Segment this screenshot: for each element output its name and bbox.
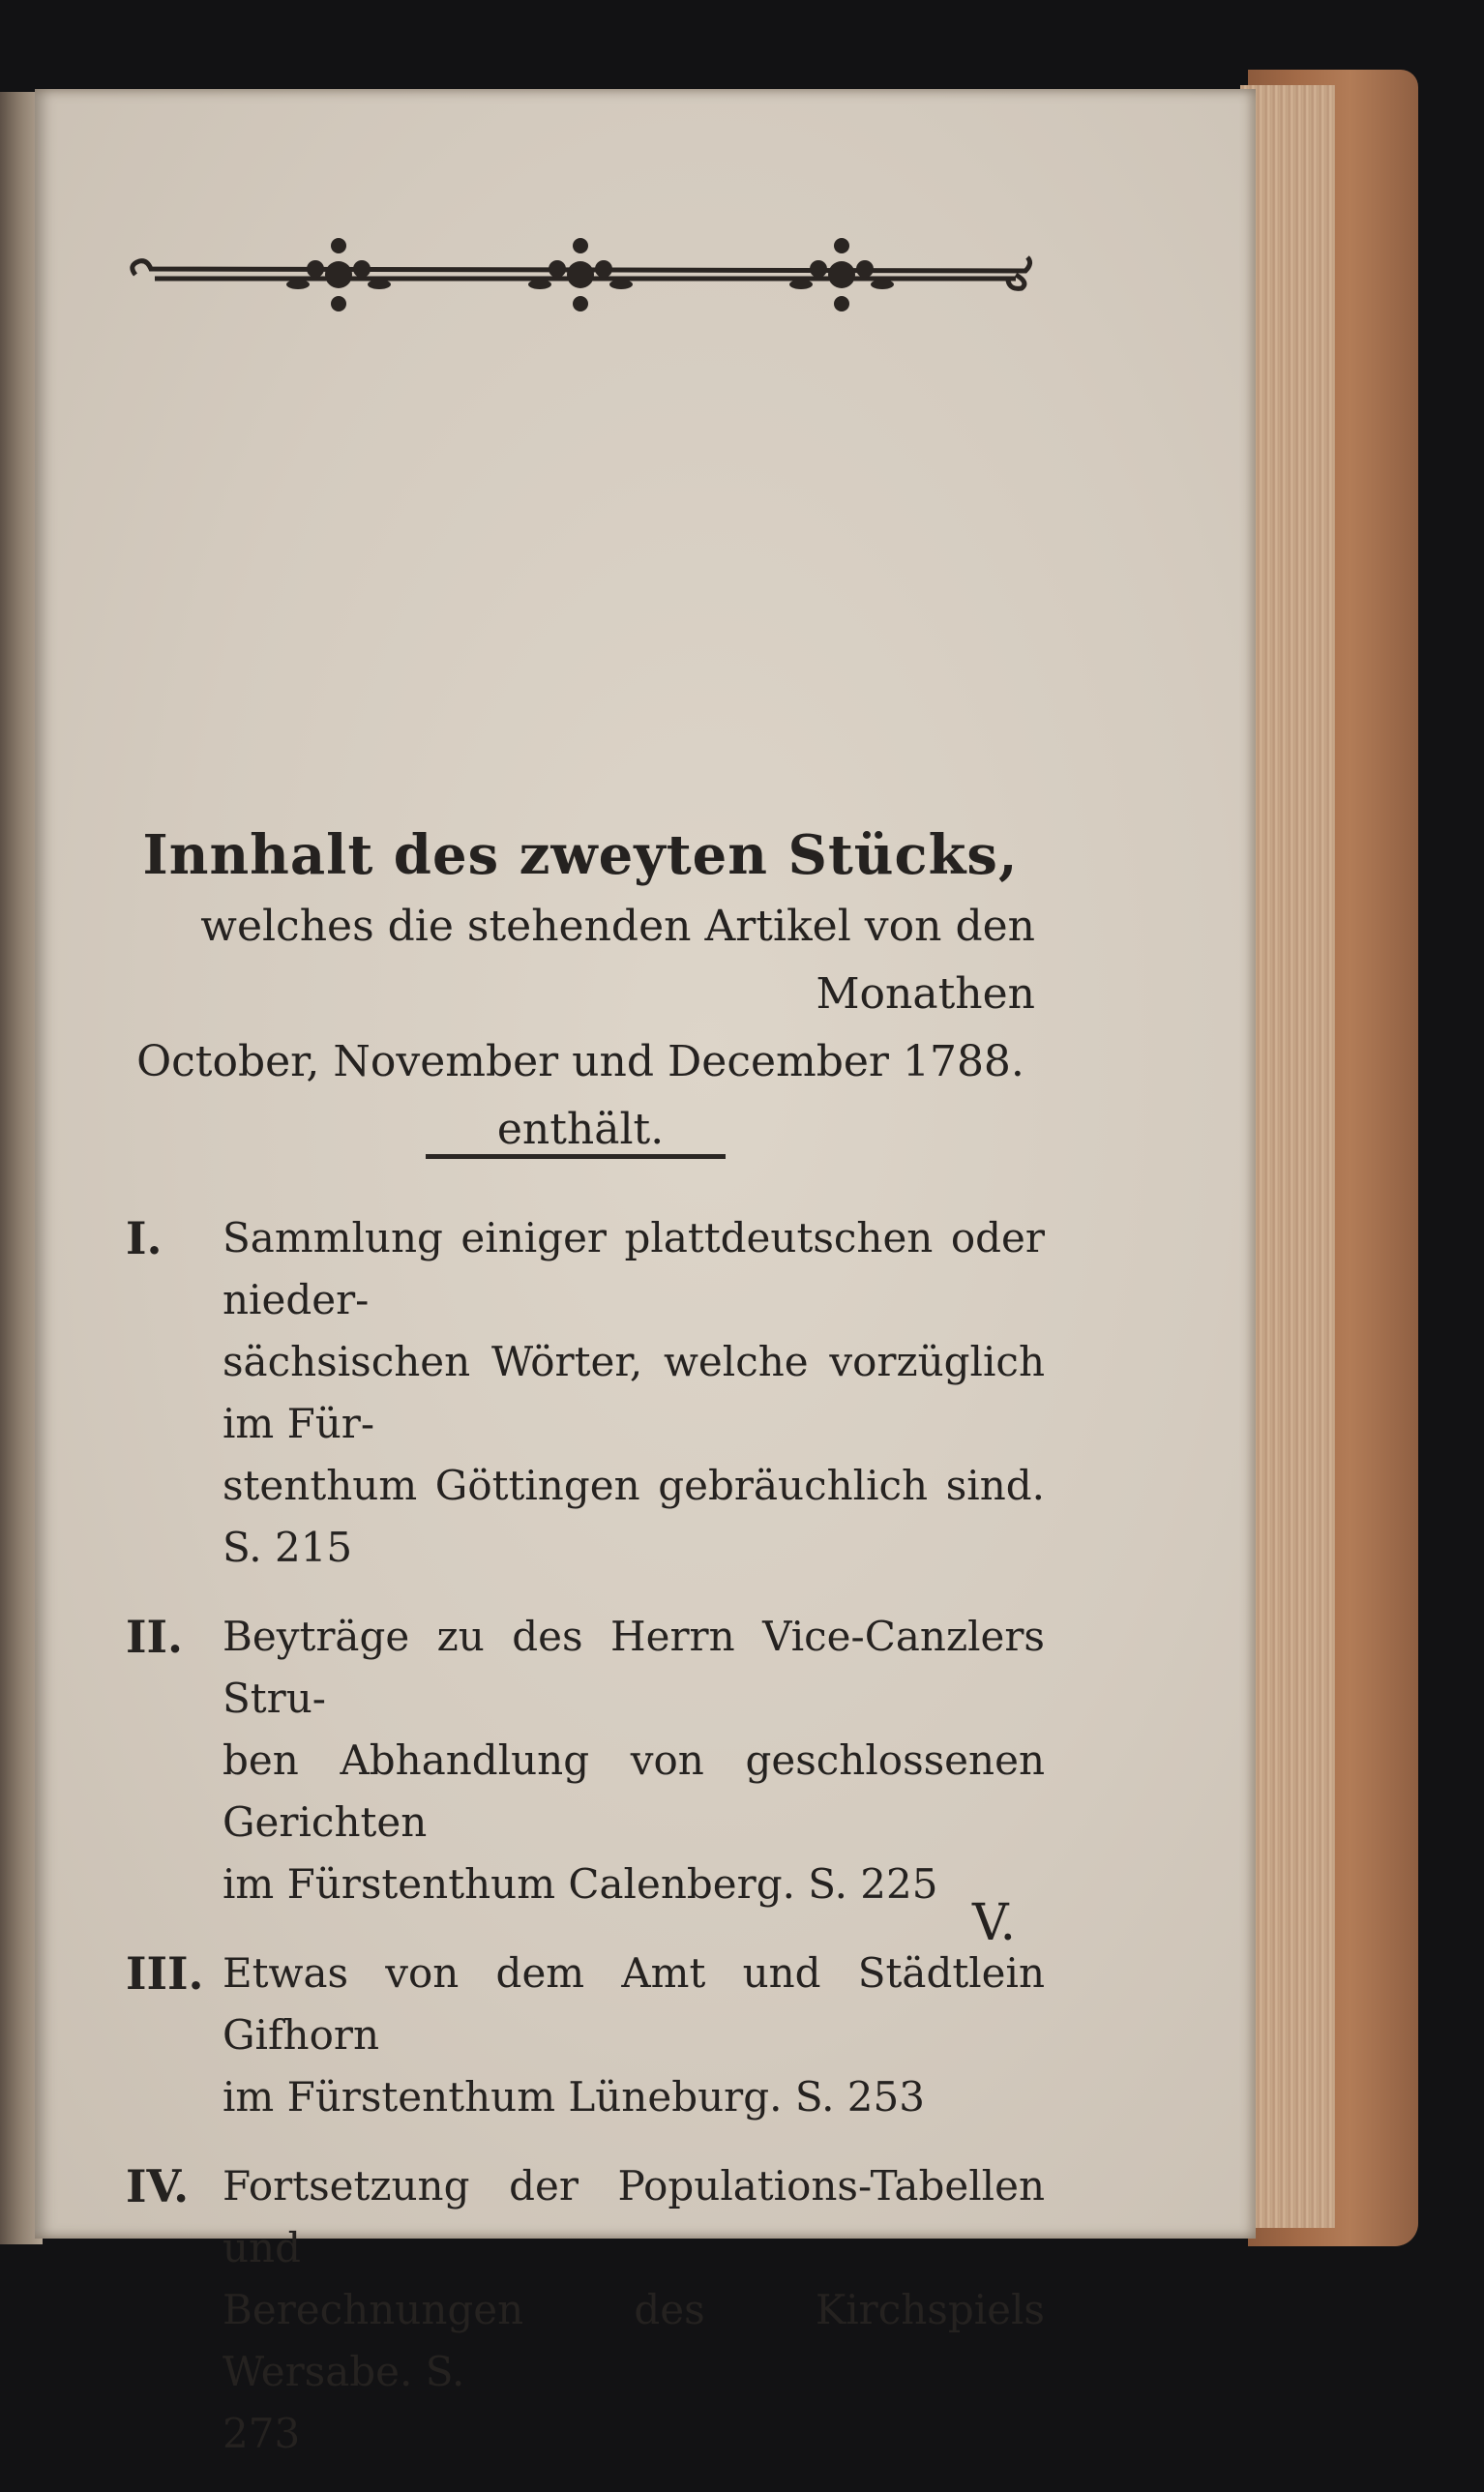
contents-title: Innhalt des zweyten Stücks, xyxy=(142,823,1019,887)
toc-entry-line: im Fürstenthum Calenberg. S. 225 xyxy=(223,1860,938,1908)
toc-entry-number: III. xyxy=(126,1947,204,2000)
toc-entry-number: II. xyxy=(126,1611,184,1663)
toc-entry-line: Beyträge zu des Herrn Vice-Canzlers Stru- xyxy=(223,1613,1045,1722)
toc-entry xyxy=(126,1606,1045,1915)
decorative-vignette xyxy=(126,224,1035,326)
contents-subtitle-2: October, November und December 1788. xyxy=(136,1037,1024,1086)
contents-subtitle-3: enthält. xyxy=(496,1105,665,1154)
toc-entry-line: stenthum Göttingen gebräuchlich sind. S. 215 xyxy=(223,1462,1045,1571)
catchword: V. xyxy=(972,1894,1016,1952)
toc-entry xyxy=(126,1207,1045,1579)
toc-entry xyxy=(126,2155,1045,2465)
contents-heading xyxy=(116,817,1045,1164)
toc-entry-line: Berechnungen des Kirchspiels Wersabe. S. xyxy=(223,2286,1045,2395)
toc-entry-line: sächsischen Wörter, welche vorzüglich im Für- xyxy=(223,1338,1045,1447)
toc-entry-number: I. xyxy=(126,1212,163,1264)
toc-entry-number: IV. xyxy=(126,2160,190,2212)
toc-entry-line: Fortsetzung der Populations-Tabellen und xyxy=(223,2162,1045,2271)
toc-entry-line: im Fürstenthum Lüneburg. S. 253 xyxy=(223,2073,925,2121)
toc-entry-line: ben Abhandlung von geschlossenen Gerichten xyxy=(223,1736,1045,1846)
table-of-contents xyxy=(126,1207,1045,2492)
divider-rule xyxy=(426,1154,726,1159)
toc-entry-page: 273 xyxy=(223,2410,301,2457)
toc-entry-line: Sammlung einiger plattdeutschen oder nieder- xyxy=(223,1214,1045,1323)
contents-subtitle-1: welches die stehenden Artikel von den Monathen xyxy=(200,902,1035,1019)
toc-entry xyxy=(126,1943,1045,2128)
toc-entry-line: Etwas von dem Amt und Städtlein Gifhorn xyxy=(223,1949,1045,2059)
